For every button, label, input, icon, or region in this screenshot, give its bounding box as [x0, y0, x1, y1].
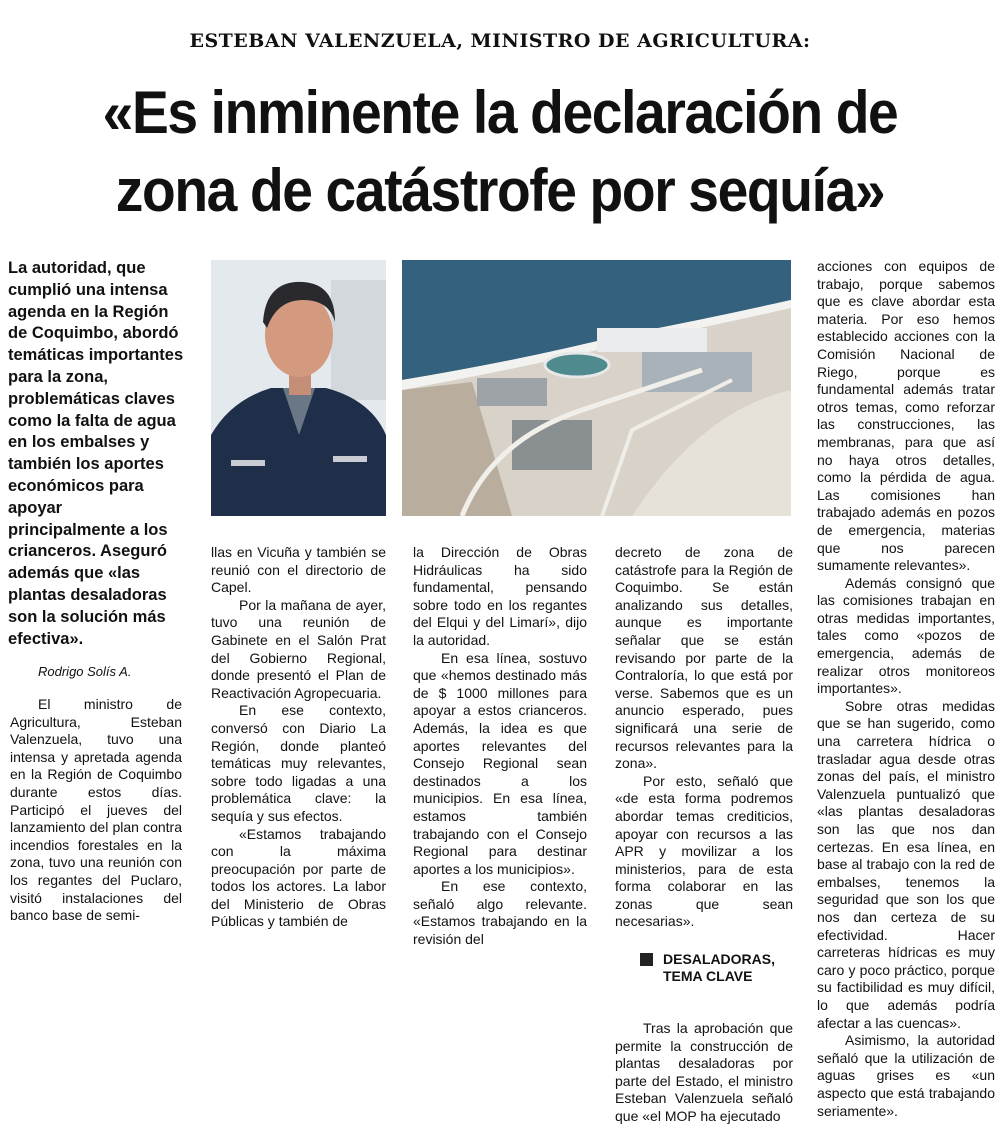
- column-3: [413, 544, 587, 949]
- headline-line-1: «Es inminente la declaración de: [102, 79, 898, 146]
- column-5-paragraph: acciones con equipos de trabajo, porque sabemos que es clave abordar esta materia. Por eso hemos establecido acciones con la Comisión Nacional de Riego, porque es fundamental además tratar otros temas, como reforzar las construcciones, las membranas, para que así no haya otros detalles, como la pérdida de agua. Las comisiones han trabajado además en pozos de emergencia, materias que nos parecen sumamente relevantes».: [817, 258, 995, 574]
- lead-paragraph: La autoridad, que cumplió una intensa agenda en la Región de Coquimbo, abordó temáticas importantes para la zona, problemáticas claves como la falta de agua en los embalses y también los aportes económicos para apoyar principalmente a los crianceros. Aseguró además que «las plantas desaladoras son la solución más efectiva».: [8, 259, 184, 648]
- column-2-paragraph: «Estamos trabajando con la máxima preocupación por parte de todos los actores. La labor del Ministerio de Obras Públicas y también de: [211, 825, 386, 930]
- column-3-paragraph: En esa línea, sostuvo que «hemos destinado más de $ 1000 millones para apoyar a estos crianceros. Además, la idea es que aportes relevantes del Consejo Regional sean destinados a los municipios. En esa línea, estamos también trabajando con el Consejo Regional para destinar aportes a los municipios».: [413, 649, 587, 877]
- column-4-paragraph: decreto de zona de catástrofe para la Región de Coquimbo. Se están analizando sus detalles, aunque es importante señalar que se están revisando por parte de la Contraloría, lo que está por verse. Sabemos que es un anuncio esperado, pues significará una serie de recursos relevantes para la zona».: [615, 544, 793, 772]
- column-4-paragraph: Por esto, señaló que «de esta forma podremos abordar temas crediticios, apoyar con recursos a las APR y movilizar a los ministerios, para de esta forma colaborar en las zonas que sean necesarias».: [615, 772, 793, 930]
- person-illustration: [211, 260, 386, 516]
- column-2-paragraph: Por la mañana de ayer, tuvo una reunión de Gabinete en el Salón Prat del Gobierno Regional, donde presentó el Plan de Reactivación Agropecuaria.: [211, 596, 386, 701]
- subheading-line-2: TEMA CLAVE: [663, 968, 753, 985]
- column-2-paragraph: llas en Vicuña y también se reunió con el directorio de Capel.: [211, 544, 386, 596]
- desalination-plant-photo: [402, 260, 791, 516]
- column-1: [10, 696, 182, 925]
- column-5-paragraph: Asimismo, la autoridad señaló que la utilización de aguas grises es «un aspecto que está trabajando seriamente».: [817, 1032, 995, 1119]
- minister-portrait-photo: [211, 260, 386, 516]
- column-3-paragraph: En ese contexto, señaló algo relevante. «Estamos trabajando en la revisión del: [413, 878, 587, 948]
- byline: Rodrigo Solís A.: [38, 664, 132, 679]
- column-2: [211, 544, 386, 931]
- column-5-paragraph: Además consignó que las comisiones trabajan en otras medidas importantes, tales como «pozos de emergencia, además de realizar otros monitoreos importantes».: [817, 574, 995, 697]
- column-1-paragraph: El ministro de Agricultura, Esteban Valenzuela, tuvo una intensa y apretada agenda en la Región de Coquimbo durante estos días. Participó el jueves del lanzamiento del plan contra incendios forestales en la zona, tuvo una reunión con los regantes del Puclaro, visitó instalaciones del banco base de semi-: [10, 696, 182, 924]
- column-5: [817, 258, 995, 1120]
- column-5-paragraph: Sobre otras medidas que se han sugerido, como una carretera hídrica o trasladar agua desde otras zonas del país, el ministro Valenzuela puntualizó que «las plantas desaladoras son las que nos dan certezas. En esa línea, en base al trabajo con la red de embalses, tenemos la seguridad que son los que nos dan certeza de su efectividad. Hacer carreteras hídricas es muy caro y poco práctico, porque su factibilidad es muy difícil, lo que además podría afectar a las cuencas».: [817, 697, 995, 1031]
- column-4-paragraph: Tras la aprobación que permite la construcción de plantas desaladoras por parte del Estado, el ministro Esteban Valenzuela señaló que «el MOP ha ejecutado: [615, 1020, 793, 1125]
- kicker: ESTEBAN VALENZUELA, MINISTRO DE AGRICULTURA:: [189, 30, 811, 52]
- plant-aerial-illustration: [402, 260, 791, 516]
- headline: [77, 74, 923, 230]
- column-3-paragraph: la Dirección de Obras Hidráulicas ha sido fundamental, pensando sobre todo en los regantes del Elqui y del Limarí», dijo la autoridad.: [413, 544, 587, 648]
- headline-line-2: zona de catástrofe por sequía»: [115, 157, 885, 224]
- subheading-line-1: DESALADORAS,: [663, 951, 776, 968]
- square-bullet-icon: [640, 953, 653, 966]
- subheading: [615, 951, 793, 985]
- column-4: [615, 544, 793, 1126]
- column-2-paragraph: En ese contexto, conversó con Diario La Región, donde planteó temáticas muy relevantes, sobre todo ligadas a una problemática clave: la sequía y sus efectos.: [211, 702, 386, 824]
